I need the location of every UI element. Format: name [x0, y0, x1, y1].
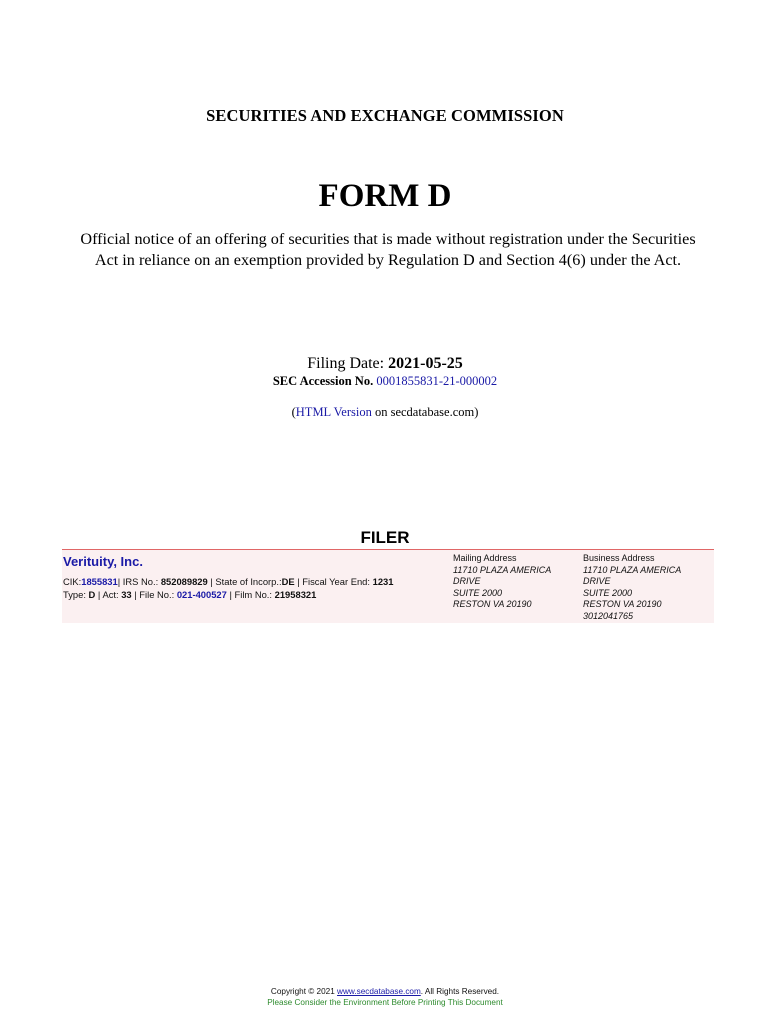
accession-link[interactable]: 0001855831-21-000002	[376, 374, 498, 388]
fiscal-year-label: | Fiscal Year End:	[294, 576, 373, 587]
film-number-label: | Film No.:	[226, 589, 275, 600]
business-address-heading: Business Address	[583, 553, 655, 563]
company-name-link[interactable]: Verituity, Inc.	[63, 554, 143, 569]
filer-identifiers	[63, 576, 393, 587]
copyright-prefix: Copyright © 2021	[270, 987, 338, 996]
mailing-address-line: SUITE 2000	[453, 587, 503, 598]
filer-section-title: FILER	[360, 528, 410, 547]
filing-date-label: Filing Date:	[307, 355, 385, 372]
type-label: Type:	[63, 589, 89, 600]
accession-number	[0, 374, 770, 389]
act-label: | Act:	[95, 589, 122, 600]
copyright-suffix: . All Rights Reserved.	[420, 987, 500, 996]
cik-label: CIK:	[63, 576, 82, 587]
filing-type: D	[88, 589, 96, 600]
filing-date-value: 2021-05-25	[388, 355, 463, 372]
filer-filing-info	[63, 589, 316, 600]
html-version-open-paren: (	[291, 405, 296, 419]
mailing-address-line: 11710 PLAZA AMERICA	[453, 564, 552, 575]
irs-label: | IRS No.:	[117, 576, 161, 587]
accession-label: SEC Accession No.	[272, 374, 374, 388]
mailing-address	[453, 553, 573, 611]
html-version-suffix: on secdatabase.com)	[371, 405, 479, 419]
mailing-address-line: RESTON VA 20190	[453, 599, 532, 610]
business-address-line: 11710 PLAZA AMERICA	[583, 564, 682, 575]
mailing-address-heading: Mailing Address	[453, 553, 517, 563]
business-phone: 3012041765	[583, 610, 634, 621]
act-number: 33	[121, 589, 132, 600]
fiscal-year-end: 1231	[372, 576, 394, 587]
cik-link[interactable]: 1855831	[81, 576, 118, 587]
filing-date	[0, 355, 770, 373]
file-number-link[interactable]: 021-400527	[176, 589, 227, 600]
mailing-address-line: DRIVE	[453, 576, 481, 587]
notice-line-1: Official notice of an offering of securities that is made without registration under the Securities	[80, 230, 696, 248]
environment-notice: Please Consider the Environment Before Printing This Document	[267, 998, 503, 1007]
film-number: 21958321	[274, 589, 317, 600]
secdatabase-link[interactable]: www.secdatabase.com	[337, 987, 421, 996]
filer-divider	[62, 549, 714, 550]
state-label: | State of Incorp.:	[207, 576, 282, 587]
official-notice	[55, 229, 721, 271]
file-number-label: | File No.:	[131, 589, 177, 600]
business-address-line: SUITE 2000	[583, 587, 633, 598]
commission-heading: SECURITIES AND EXCHANGE COMMISSION	[206, 106, 564, 125]
state-of-incorporation: DE	[281, 576, 295, 587]
html-version-link[interactable]: HTML Version	[295, 405, 372, 419]
business-address-line: DRIVE	[583, 576, 611, 587]
irs-number: 852089829	[160, 576, 208, 587]
html-version-note	[0, 405, 770, 420]
copyright-notice	[0, 987, 770, 996]
business-address	[583, 553, 708, 623]
form-title: FORM D	[318, 178, 452, 214]
business-address-line: RESTON VA 20190	[583, 599, 662, 610]
notice-line-2: Act in reliance on an exemption provided by Regulation D and Section 4(6) under the Act.	[94, 251, 682, 269]
